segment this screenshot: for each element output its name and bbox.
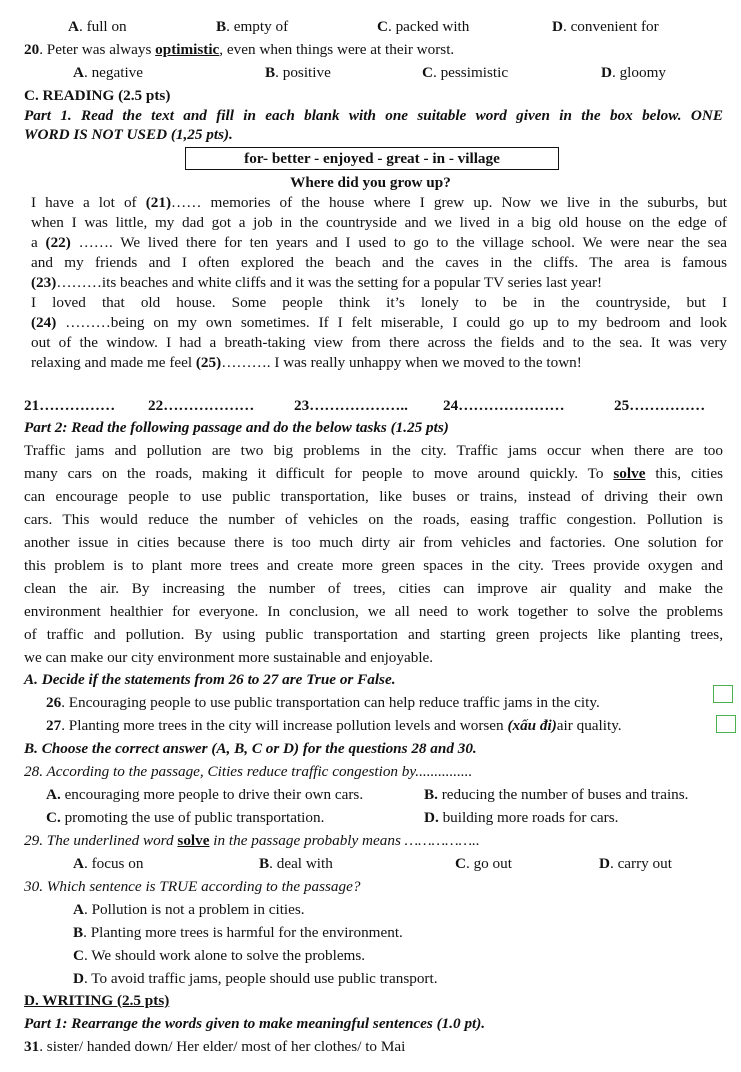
answer-blank-21[interactable]: 21…………… (24, 397, 116, 414)
q29-question: 29. The underlined word solve in the passage probably means …………….. (24, 832, 480, 849)
passage1-line: (23)………its beaches and white cliffs and it was the setting for a popular TV series last year! (31, 274, 603, 291)
writing-part1-heading: Part 1: Rearrange the words given to make meaningful sentences (1.0 pt). (24, 1015, 486, 1032)
q29-option-a: A. focus on (73, 855, 144, 872)
q19-option-b: B. empty of (216, 18, 289, 35)
q28-question: 28. According to the passage, Cities reduce traffic congestion by............... (24, 763, 473, 780)
passage1-line: I have a lot of (21)…… memories of the house where I grew up. Now we live in the suburbs, but (31, 194, 728, 211)
passage2-line: cars. This would reduce the number of vehicles on the roads, easing traffic congestion. Pollution is (24, 511, 723, 528)
q27-statement: 27. Planting more trees in the city will increase pollution levels and worsen (xấu đi)air quality. (46, 717, 622, 734)
passage1-line: I loved that old house. Some people think it’s lonely to be in the countryside, but I (31, 294, 727, 311)
answer-blank-22[interactable]: 22……………… (148, 397, 255, 414)
q30-option-a: A. Pollution is not a problem in cities. (73, 901, 305, 918)
passage2-line: can encourage people to use public transportation, like buses or trains, instead of driving their own (24, 488, 723, 505)
passage2-line: clean the air. By increasing the number of trees, cities can improve air quality and make the (24, 580, 723, 597)
q28-option-a: A. encouraging more people to drive their own cars. (46, 786, 364, 803)
q28-option-d: D. building more roads for cars. (424, 809, 619, 826)
q19-option-d: D. convenient for (552, 18, 659, 35)
reading-heading: C. READING (2.5 pts) (24, 87, 171, 104)
q20-option-d: D. gloomy (601, 64, 666, 81)
q20-option-c: C. pessimistic (422, 64, 509, 81)
q26-statement: 26. Encouraging people to use public transportation can help reduce traffic jams in the city. (46, 694, 600, 711)
passage2-line: another issue in cities because there is too much dirty air from vehicles and factories. One solution for (24, 534, 723, 551)
q28-option-c: C. promoting the use of public transportation. (46, 809, 325, 826)
task-b-heading: B. Choose the correct answer (A, B, C or D) for the questions 28 and 30. (24, 740, 477, 757)
passage1-line: when I was little, my dad got a job in the countryside and we lived in a big old house on the edge of (31, 214, 727, 231)
passage2-line: we can make our city environment more sustainable and enjoyable. (24, 649, 434, 666)
passage2-line: of traffic and pollution. By using public transportation and starting green projects like planting trees, (24, 626, 723, 643)
q20-option-a: A. negative (73, 64, 144, 81)
part1-instructions-line2: WORD IS NOT USED (1,25 pts). (24, 126, 233, 143)
q20-question: 20. Peter was always optimistic, even when things were at their worst. (24, 41, 455, 58)
q30-option-d: D. To avoid traffic jams, people should use public transport. (73, 970, 438, 987)
passage-title: Where did you grow up? (290, 174, 451, 191)
answer-blank-25[interactable]: 25…………… (614, 397, 706, 414)
q29-keyword: solve (177, 832, 210, 849)
passage2-line: this problem is to plant more trees and create more green spaces in the city. Trees provide oxygen and (24, 557, 723, 574)
part1-instructions-line1: Part 1. Read the text and fill in each blank with one suitable word given in the box below. ONE (24, 107, 723, 124)
task-a-heading: A. Decide if the statements from 26 to 27 are True or False. (24, 671, 396, 688)
q19-option-c: C. packed with (377, 18, 470, 35)
q27-answer-box[interactable] (716, 715, 736, 733)
q30-option-b: B. Planting more trees is harmful for the environment. (73, 924, 403, 941)
passage2-line: environment healthier for everyone. In conclusion, we all need to work together to solve the problems (24, 603, 723, 620)
q28-option-b: B. reducing the number of buses and trains. (424, 786, 689, 803)
q29-option-c: C. go out (455, 855, 512, 872)
passage1-line: out of the window. I had a breath-taking view from there across the fields and to the sea. It was very (31, 334, 727, 351)
q29-option-d: D. carry out (599, 855, 672, 872)
writing-heading: D. WRITING (2.5 pts) (24, 992, 170, 1009)
passage1-line: and my friends and I often explored the beach and the caves in the cliffs. The area is famous (31, 254, 727, 271)
q19-option-a: A. full on (68, 18, 127, 35)
q29-option-b: B. deal with (259, 855, 333, 872)
q31-question: 31. sister/ handed down/ Her elder/ most of her clothes/ to Mai (24, 1038, 406, 1055)
q26-answer-box[interactable] (713, 685, 733, 703)
passage1-line: (24) ………being on my own sometimes. If I felt miserable, I could go up to my bedroom and look (31, 314, 727, 331)
q20-keyword: optimistic (155, 41, 220, 58)
answer-blank-24[interactable]: 24………………… (443, 397, 565, 414)
passage1-line: relaxing and made me feel (25)………. I was really unhappy when we moved to the town! (31, 354, 582, 371)
passage2-line: Traffic jams and pollution are two big problems in the city. Traffic jams occur when there are too (24, 442, 723, 459)
q30-question: 30. Which sentence is TRUE according to the passage? (24, 878, 361, 895)
q30-option-c: C. We should work alone to solve the problems. (73, 947, 366, 964)
q20-option-b: B. positive (265, 64, 331, 81)
word-box: for- better - enjoyed - great - in - village (185, 147, 559, 170)
answer-blank-23[interactable]: 23……………….. (294, 397, 408, 414)
part2-heading: Part 2: Read the following passage and do the below tasks (1.25 pts) (24, 419, 449, 436)
keyword-solve: solve (613, 465, 646, 482)
passage2-line: many cars on the roads, making it difficult for people to move around quickly. To solve this, cities (24, 465, 723, 482)
passage1-line: a (22) ……. We lived there for ten years and I used to go to the village school. We were near the sea (31, 234, 727, 251)
